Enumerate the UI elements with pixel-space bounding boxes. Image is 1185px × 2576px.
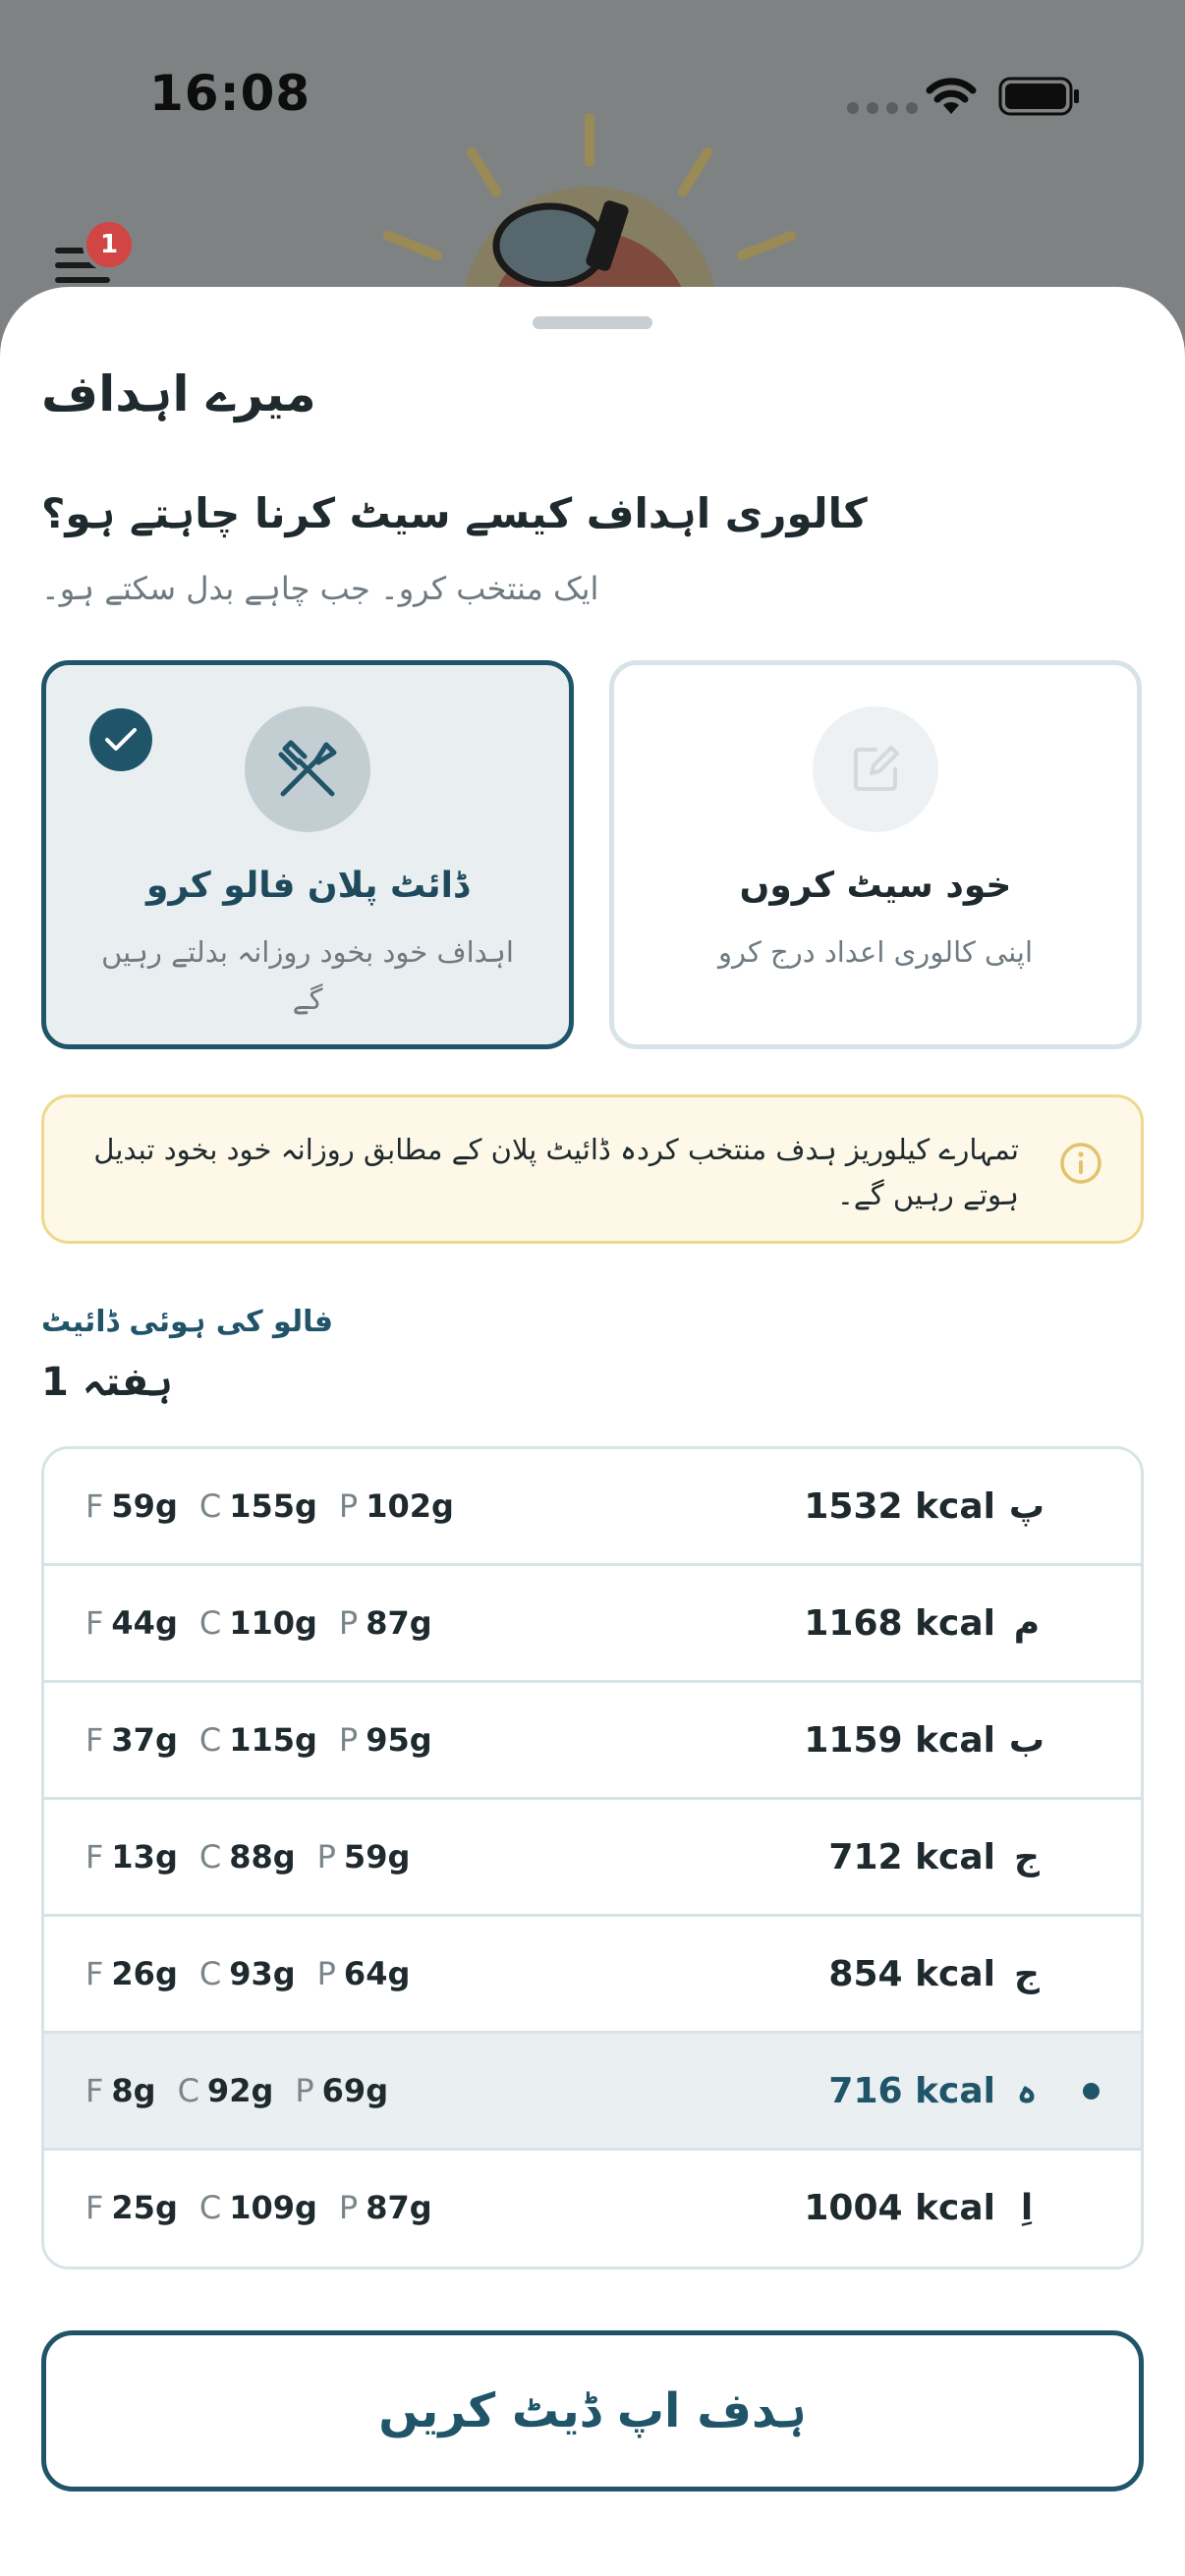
option-diet-plan-description: اہداف خود بخود روزانہ بدلتے رہیں گے: [101, 935, 514, 1016]
macro-fat-value: 37g: [111, 1721, 178, 1759]
macro-protein: [317, 1838, 411, 1876]
macro-carbs-key: C: [198, 1487, 222, 1525]
macro-carbs-value: 110g: [229, 1604, 317, 1642]
table-row[interactable]: [44, 2151, 1141, 2268]
cellular-signal-icon: [847, 102, 918, 114]
day-label: ج: [1014, 1836, 1040, 1877]
update-goal-button[interactable]: ہدف اپ ڈیٹ کریں: [41, 2330, 1144, 2492]
macro-fat-key: F: [85, 1721, 104, 1759]
macro-protein-value: 87g: [366, 1604, 432, 1642]
day-label: ب: [1008, 1719, 1045, 1761]
battery-icon: [998, 77, 1081, 116]
day-kcal: 1168 kcal: [804, 1602, 995, 1644]
macro-fat: [85, 1955, 178, 1992]
macro-protein-key: P: [338, 2189, 359, 2226]
macro-carbs-key: C: [198, 1721, 222, 1759]
edit-icon: [813, 706, 938, 832]
macro-protein-value: 87g: [366, 2189, 432, 2226]
day-label: ج: [1014, 1953, 1040, 1994]
option-custom-title: خود سیٹ کروں: [739, 866, 1012, 906]
macro-protein-value: 102g: [366, 1487, 454, 1525]
goal-method-question: کالوری اہداف کیسے سیٹ کرنا چاہتے ہو؟: [41, 489, 868, 537]
macro-fat-value: 59g: [111, 1487, 178, 1525]
option-custom-description: اپنی کالوری اعداد درج کرو: [717, 935, 1034, 969]
macro-carbs-key: C: [198, 1955, 222, 1992]
week-label: ہفتہ 1: [41, 1360, 173, 1405]
macro-fat-key: F: [85, 2189, 104, 2226]
macro-carbs-value: 109g: [229, 2189, 317, 2226]
macro-protein-value: 69g: [321, 2072, 389, 2109]
macro-carbs: [199, 1838, 296, 1876]
fork-knife-icon: [245, 706, 370, 832]
day-kcal: 1159 kcal: [804, 1719, 995, 1761]
macros-group: [85, 1683, 432, 1797]
macro-carbs: [199, 1604, 317, 1642]
mascot-illustration: [373, 108, 806, 305]
macro-carbs-value: 88g: [229, 1838, 296, 1876]
macro-fat-value: 8g: [111, 2072, 156, 2109]
macro-carbs: [199, 1955, 296, 1992]
day-label: ہ: [1016, 2070, 1038, 2111]
table-row[interactable]: [44, 1449, 1141, 1566]
option-diet-plan-title: ڈائٹ پلان فالو کرو: [145, 866, 470, 906]
selected-check-icon: [89, 708, 152, 771]
macro-protein: [317, 1955, 411, 1992]
option-card-custom[interactable]: [609, 660, 1142, 1049]
macro-carbs: [199, 2189, 317, 2226]
wifi-icon: [924, 75, 979, 116]
macro-fat: [85, 2189, 178, 2226]
macro-carbs-key: C: [198, 1604, 222, 1642]
macro-fat: [85, 1838, 178, 1876]
sheet-grabber-handle[interactable]: [533, 316, 652, 329]
day-label: م: [1013, 1602, 1041, 1644]
macro-carbs-value: 115g: [229, 1721, 317, 1759]
macro-fat-key: F: [85, 1604, 104, 1642]
table-row[interactable]: [44, 1683, 1141, 1800]
goals-bottom-sheet: [0, 287, 1185, 2576]
macros-group: [85, 1449, 454, 1563]
day-kcal: 712 kcal: [828, 1836, 995, 1877]
macro-protein: [339, 1487, 454, 1525]
followed-diet-label: فالو کی ہوئی ڈائیٹ: [41, 1305, 334, 1339]
info-icon: [1058, 1141, 1103, 1186]
macro-fat-key: F: [85, 1838, 104, 1876]
day-label: اِ: [1020, 2187, 1034, 2228]
macro-fat: [85, 1487, 178, 1525]
info-banner-text: تمہارے کیلوریز ہدف منتخب کردہ ڈائیٹ پلان کے مطابق روزانہ خود بخود تبدیل ہوتے رہیں گے۔: [93, 1133, 1019, 1211]
macros-group: [85, 2151, 432, 2265]
macro-fat: [85, 1604, 178, 1642]
macro-protein-value: 95g: [366, 1721, 432, 1759]
macro-fat-value: 25g: [111, 2189, 178, 2226]
macro-protein: [339, 1721, 432, 1759]
day-kcal: 854 kcal: [828, 1953, 995, 1994]
sheet-title: میرے اہداف: [41, 365, 316, 422]
macro-protein: [295, 2072, 388, 2109]
macros-group: [85, 2034, 388, 2148]
macro-fat-value: 26g: [111, 1955, 178, 1992]
day-label: پ: [1008, 1485, 1045, 1527]
macro-fat: [85, 1721, 178, 1759]
table-row[interactable]: [44, 1917, 1141, 2034]
macro-carbs-value: 92g: [206, 2072, 274, 2109]
notification-badge: 1: [83, 218, 136, 271]
macro-carbs-key: C: [198, 2189, 222, 2226]
today-indicator-dot: [1083, 2083, 1100, 2100]
macro-protein-key: P: [338, 1487, 359, 1525]
status-time: 16:08: [149, 65, 311, 122]
table-row[interactable]: [44, 2034, 1141, 2151]
goal-method-subtext: ایک منتخب کرو۔ جب چاہے بدل سکتے ہو۔: [41, 570, 599, 607]
macro-carbs: [199, 1487, 317, 1525]
macro-protein: [339, 1604, 432, 1642]
macro-protein-key: P: [295, 2072, 314, 2109]
macro-protein-key: P: [338, 1721, 359, 1759]
macro-fat-key: F: [85, 1955, 104, 1992]
macro-carbs: [199, 1721, 317, 1759]
table-row[interactable]: [44, 1800, 1141, 1917]
macro-protein-key: P: [316, 1955, 336, 1992]
macro-carbs-value: 93g: [229, 1955, 296, 1992]
macro-fat: [85, 2072, 156, 2109]
macro-fat-key: F: [85, 1487, 104, 1525]
macro-protein-key: P: [338, 1604, 359, 1642]
macros-group: [85, 1566, 432, 1680]
macro-protein-value: 64g: [343, 1955, 411, 1992]
macro-fat-value: 13g: [111, 1838, 178, 1876]
macro-carbs-value: 155g: [229, 1487, 317, 1525]
macro-protein-value: 59g: [343, 1838, 411, 1876]
day-kcal: 716 kcal: [828, 2070, 995, 2111]
macro-protein-key: P: [316, 1838, 336, 1876]
option-card-diet-plan[interactable]: [41, 660, 574, 1049]
day-kcal: 1532 kcal: [804, 1485, 995, 1527]
day-kcal: 1004 kcal: [804, 2187, 995, 2228]
table-row[interactable]: [44, 1566, 1141, 1683]
macro-fat-value: 44g: [111, 1604, 178, 1642]
macros-group: [85, 1917, 410, 2031]
macros-group: [85, 1800, 410, 1914]
macro-protein: [339, 2189, 432, 2226]
macro-fat-key: F: [85, 2072, 104, 2109]
macro-carbs-key: C: [177, 2072, 199, 2109]
macro-carbs: [178, 2072, 274, 2109]
macro-carbs-key: C: [198, 1838, 222, 1876]
daily-goals-table: [41, 1446, 1144, 2269]
info-banner: [41, 1094, 1144, 1244]
